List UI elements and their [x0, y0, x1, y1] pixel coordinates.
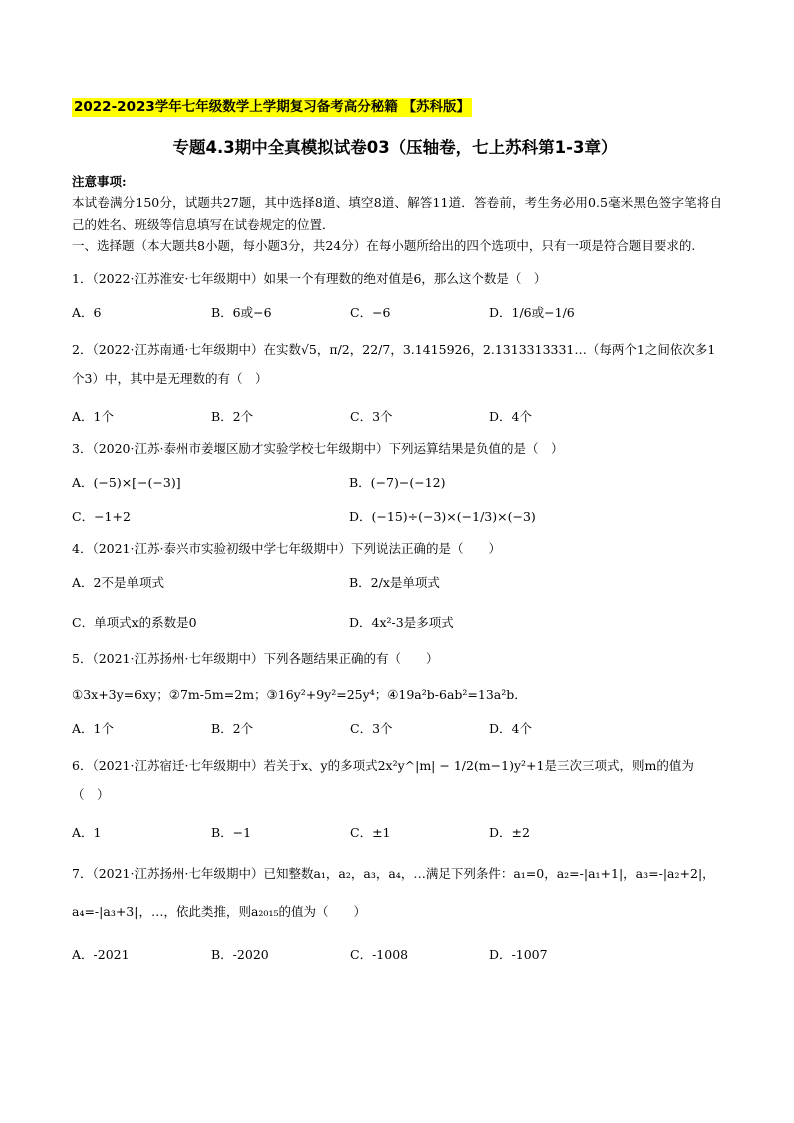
option-b: B．2个 — [211, 720, 254, 736]
option-a: A．(−5)×[−(−3)] — [72, 474, 181, 490]
option-d: D．4个 — [489, 720, 532, 736]
question-1-options — [72, 303, 722, 323]
option-d: D．-1007 — [489, 946, 548, 962]
option-d: D．4个 — [489, 408, 532, 424]
option-c: C．3个 — [350, 408, 393, 424]
question-2-options — [72, 407, 722, 427]
option-d: D．4x²-3是多项式 — [349, 614, 454, 630]
option-b: B．2个 — [211, 408, 254, 424]
option-b: B．6或−6 — [211, 304, 272, 320]
question-3: 3．（2020·江苏·泰州市姜堰区励才实验学校七年级期中）下列运算结果是负值的是（ ） — [72, 440, 564, 456]
question-5-options — [72, 719, 722, 739]
section-heading: 一、选择题（本大题共8小题，每小题3分，共24分）在每小题所给出的四个选项中，只有一项是符合题目要求的. — [72, 238, 696, 253]
option-a: A．6 — [72, 304, 102, 320]
option-b: B．2/x是单项式 — [349, 574, 440, 590]
option-c: C．3个 — [350, 720, 393, 736]
option-c: C．−6 — [350, 304, 391, 320]
option-c: C．单项式x的系数是0 — [72, 614, 197, 630]
notes-heading: 注意事项: — [72, 174, 127, 189]
document-page — [72, 96, 722, 965]
option-b: B．−1 — [211, 824, 252, 840]
option-a: A．1 — [72, 824, 102, 840]
option-a: A．-2021 — [72, 946, 130, 962]
option-c: C．-1008 — [350, 946, 409, 962]
page-title: 专题4.3期中全真模拟试卷03（压轴卷，七上苏科第1-3章） — [172, 138, 618, 157]
question-5: 5．（2021·江苏扬州·七年级期中）下列各题结果正确的有（ ） — [72, 650, 439, 666]
question-3-options-row1 — [72, 473, 722, 493]
question-2: 2．（2022·江苏南通·七年级期中）在实数√5，π/2，22/7，3.1415926，2.1313313331…（每两个1之间依次多1个3）中，其中是无理数的有（ ） — [72, 341, 716, 386]
option-b: B．-2020 — [211, 946, 269, 962]
option-d: D．1/6或−1/6 — [489, 304, 575, 320]
option-d: D．±2 — [489, 824, 530, 840]
question-6-options — [72, 823, 722, 843]
option-c: C．−1+2 — [72, 508, 131, 524]
series-banner: 2022-2023学年七年级数学上学期复习备考高分秘籍 【苏科版】 — [74, 99, 470, 115]
question-7: 7．（2021·江苏扬州·七年级期中）已知整数a₁，a₂，a₃，a₄，…满足下列条件：a₁=0，a₂=-|a₁+1|，a₃=-|a₂+2|，a₄=-|a₃+3|，…，依此类推，则a₂₀₁₅的值为（ ） — [72, 865, 715, 919]
question-4: 4．（2021·江苏·泰兴市实验初级中学七年级期中）下列说法正确的是（ ） — [72, 540, 501, 556]
option-a: A．1个 — [72, 720, 114, 736]
notes-text: 本试卷满分150分，试题共27题，其中选择8道、填空8道、解答11道．答卷前，考生务必用0.5毫米黑色签字笔将自己的姓名、班级等信息填写在试卷规定的位置． — [72, 195, 722, 232]
option-a: A．2不是单项式 — [72, 574, 164, 590]
option-a: A．1个 — [72, 408, 114, 424]
option-d: D．(−15)÷(−3)×(−1/3)×(−3) — [349, 508, 536, 524]
question-3-options-row2 — [72, 507, 722, 527]
question-4-options-row1 — [72, 573, 722, 593]
question-6: 6．（2021·江苏宿迁·七年级期中）若关于x、y的多项式2x²y^|m| − 1/2(m−1)y²+1是三次三项式，则m的值为（ ） — [72, 757, 694, 802]
question-1: 1．（2022·江苏淮安·七年级期中）如果一个有理数的绝对值是6，那么这个数是（ ） — [72, 270, 547, 286]
option-c: C．±1 — [350, 824, 391, 840]
question-4-options-row2 — [72, 613, 722, 633]
question-7-options — [72, 945, 722, 965]
question-5-statements: ①3x+3y=6xy；②7m-5m=2m；③16y²+9y²=25y⁴；④19a²b-6ab²=13a²b． — [72, 686, 527, 702]
option-b: B．(−7)−(−12) — [349, 474, 446, 490]
